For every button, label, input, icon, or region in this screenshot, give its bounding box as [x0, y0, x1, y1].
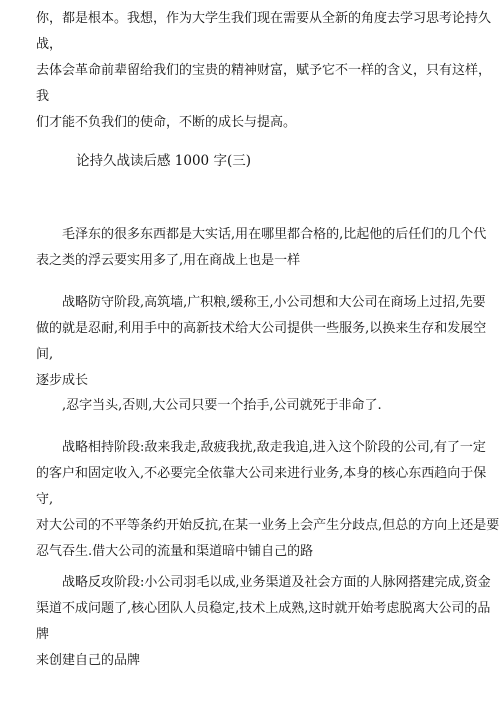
text-line: 的客户和固定收入,不必要完全依靠大公司来进行业务,本身的核心东西趋向于保守, [36, 466, 487, 507]
text-line: 你，都是根本。我想，作为大学生我们现在需要从全新的角度去学习思考论持久战， [36, 11, 492, 52]
text-line: 来创建自己的品牌 [36, 653, 141, 668]
paragraph-intro [36, 222, 486, 274]
text-line: 战略相持阶段:敌来我走,敌疲我扰,敌走我追,进入这个阶段的公司,有了一定 [62, 440, 486, 455]
text-line: 逐步成长 [36, 373, 89, 388]
paragraph-counteroffensive-stage [36, 570, 500, 674]
text-line: 对大公司的不平等条约开始反抗,在某一业务上会产生分歧点,但总的方向上还是要 [36, 518, 500, 533]
section-title: 论持久战读后感 1000 字(三) [76, 153, 251, 169]
text-line: 战略防守阶段,高筑墙,广积粮,缓称王,小公司想和大公司在商场上过招,先要 [62, 295, 486, 310]
text-line: 们才能不负我们的使命，不断的成长与提高。 [36, 115, 297, 130]
text-line: 毛泽东的很多东西都是大实话,用在哪里都合格的,比起他的后任们的几个代 [62, 227, 487, 242]
text-line: 战略反攻阶段:小公司羽毛以成,业务渠道及社会方面的人脉网搭建完成,资金 [62, 575, 491, 590]
paragraph-conclusion [36, 6, 500, 136]
text-line: 做的就是忍耐,利用手中的高新技术给大公司提供一些服务,以换来生存和发展空间, [36, 321, 487, 362]
text-line: 表之类的浮云要实用多了,用在商战上也是一样 [36, 253, 301, 268]
paragraph-endurance [62, 393, 382, 419]
text-line: 忍气吞生.借大公司的流量和渠道暗中铺自己的路 [36, 544, 314, 559]
text-line: 渠道不成问题了,核心团队人员稳定,技术上成熟,这时就开始考虑脱离大公司的品牌 [36, 601, 491, 642]
text-line: ,忍字当头,否则,大公司只要一个抬手,公司就死于非命了. [62, 398, 382, 413]
text-line: 去体会革命前辈留给我们的宝贵的精神财富，赋予它不一样的含义，只有这样，我 [36, 63, 492, 104]
paragraph-stalemate-stage [36, 435, 500, 565]
paragraph-defense-stage [36, 290, 500, 394]
